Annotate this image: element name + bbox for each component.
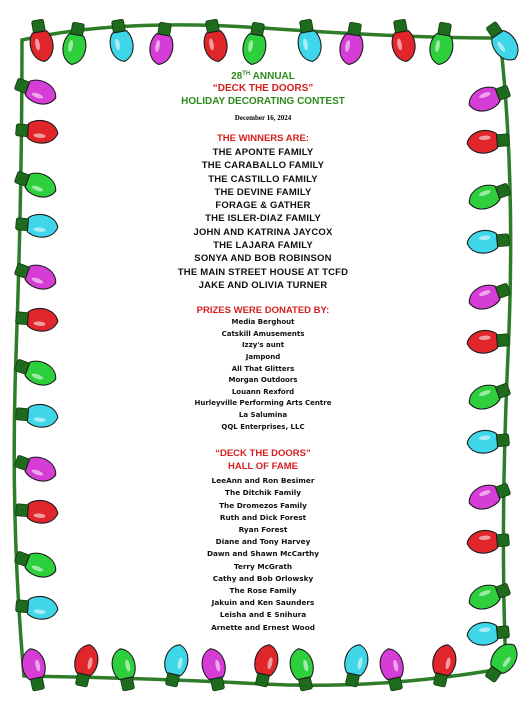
donor-item: Media Berghout bbox=[231, 318, 295, 327]
winner-item: THE ISLER-DIAZ FAMILY bbox=[205, 213, 321, 225]
hall-of-fame-item: Dawn and Shawn McCarthy bbox=[206, 549, 320, 559]
light-bulb-icon bbox=[109, 646, 140, 692]
annual-number: 28 bbox=[231, 71, 243, 82]
winner-item: JAKE AND OLIVIA TURNER bbox=[198, 279, 328, 291]
hall-of-fame-item: Terry McGrath bbox=[233, 561, 293, 571]
contest-subtitle: HOLIDAY DECORATING CONTEST bbox=[181, 96, 345, 107]
hall-of-fame-item: Diane and Tony Harvey bbox=[215, 537, 311, 547]
light-bulb-icon bbox=[199, 646, 230, 692]
light-bulb-icon bbox=[12, 354, 59, 390]
donor-item: La Salumina bbox=[238, 411, 288, 420]
donors-heading: PRIZES WERE DONATED BY: bbox=[196, 305, 330, 317]
annual-label: ANNUAL bbox=[250, 71, 295, 82]
light-bulb-icon bbox=[427, 21, 457, 66]
light-bulb-icon bbox=[12, 546, 59, 582]
light-bulb-icon bbox=[12, 450, 59, 486]
light-bulb-icon bbox=[15, 594, 59, 620]
light-bulb-icon bbox=[15, 306, 59, 332]
light-bulb-icon bbox=[377, 646, 408, 692]
donor-item: Morgan Outdoors bbox=[228, 376, 298, 385]
light-bulb-icon bbox=[466, 228, 510, 254]
hall-of-fame-item: The Rose Family bbox=[229, 586, 297, 596]
winner-item: THE APONTE FAMILY bbox=[212, 147, 314, 158]
hall-of-fame-heading: HALL OF FAME bbox=[227, 461, 299, 473]
winners-heading: THE WINNERS ARE: bbox=[216, 133, 309, 144]
hall-of-fame-item: Leisha and E Snihura bbox=[219, 610, 307, 620]
light-bulb-icon bbox=[388, 18, 418, 63]
light-bulb-icon bbox=[147, 21, 177, 66]
light-bulb-icon bbox=[428, 642, 459, 688]
light-bulb-icon bbox=[466, 128, 510, 154]
hall-of-fame-item: The Dromezos Family bbox=[219, 500, 307, 510]
winner-item: THE DEVINE FAMILY bbox=[214, 186, 312, 198]
light-bulb-icon bbox=[481, 18, 524, 65]
donor-item: Hurleyville Performing Arts Centre bbox=[194, 399, 332, 408]
donor-item: Jampond bbox=[245, 353, 281, 362]
light-bulb-icon bbox=[466, 328, 510, 354]
light-bulb-icon bbox=[337, 21, 367, 66]
winner-item: SONYA AND BOB ROBINSON bbox=[194, 253, 332, 265]
light-bulb-icon bbox=[465, 178, 512, 214]
hall-of-fame-item: Jakuin and Ken Saunders bbox=[211, 598, 315, 608]
light-bulb-icon bbox=[26, 18, 56, 63]
donor-item: Catskill Amusements bbox=[221, 329, 305, 338]
light-bulb-icon bbox=[70, 642, 101, 688]
donor-item: Izzy's aunt bbox=[241, 341, 285, 350]
donors-list bbox=[60, 317, 466, 433]
winner-item: THE LAJARA FAMILY bbox=[213, 240, 313, 252]
hall-of-fame-item: Ryan Forest bbox=[238, 525, 288, 535]
hall-of-fame-list bbox=[60, 475, 466, 634]
light-bulb-icon bbox=[465, 478, 512, 514]
light-bulb-icon bbox=[340, 642, 371, 688]
contest-name: “DECK THE DOORS” bbox=[212, 83, 314, 94]
light-bulb-icon bbox=[250, 642, 281, 688]
hall-of-fame-item: Ruth and Dick Forest bbox=[219, 512, 307, 522]
hall-of-fame-item: The Ditchik Family bbox=[225, 488, 301, 498]
hall-of-fame-item: Arnette and Ernest Wood bbox=[211, 622, 315, 632]
donor-item: All That Glitters bbox=[231, 364, 295, 373]
light-bulb-icon bbox=[15, 498, 59, 524]
winners-list bbox=[60, 146, 466, 292]
winner-item: THE CARABALLO FAMILY bbox=[201, 160, 325, 172]
winner-item: THE CASTILLO FAMILY bbox=[208, 173, 318, 185]
annual-line bbox=[60, 68, 466, 83]
winner-item: FORAGE & GATHER bbox=[215, 200, 311, 212]
hall-of-fame-item: LeeAnn and Ron Besimer bbox=[211, 476, 315, 486]
light-bulb-icon bbox=[15, 402, 59, 428]
winner-item: JOHN AND KATRINA JAYCOX bbox=[193, 226, 333, 238]
contest-date: December 16, 2024 bbox=[234, 114, 292, 122]
winner-item: THE MAIN STREET HOUSE AT TCFD bbox=[177, 266, 349, 278]
light-bulb-icon bbox=[465, 278, 512, 314]
annual-suffix: TH bbox=[242, 71, 251, 77]
hall-of-fame-item: Cathy and Bob Orlowsky bbox=[212, 573, 314, 583]
light-bulb-icon bbox=[12, 73, 59, 109]
donor-item: Louann Rexford bbox=[231, 387, 295, 396]
light-bulb-icon bbox=[294, 18, 324, 63]
contest-announcement bbox=[60, 68, 466, 634]
hall-of-fame-title: “DECK THE DOORS” bbox=[215, 448, 311, 460]
donor-item: QQL Enterprises, LLC bbox=[221, 422, 305, 431]
